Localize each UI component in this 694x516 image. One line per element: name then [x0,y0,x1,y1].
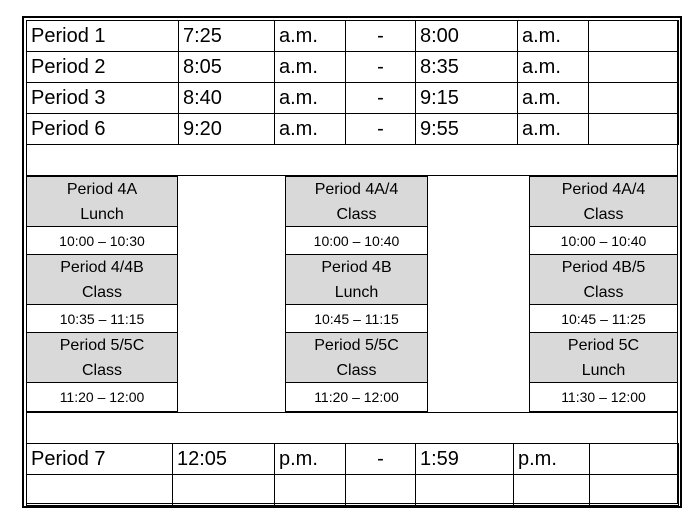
empty-cell [590,475,679,506]
period-label: Period 2 [27,52,179,83]
table-row [27,444,679,475]
block-type: Class [583,206,624,223]
start-ampm: a.m. [275,21,346,52]
start-time: 7:25 [179,21,275,52]
block-time: 10:45 – 11:15 [286,305,427,333]
block-title: Period 4A/4 [314,181,399,198]
block-time: 10:00 – 10:40 [286,227,427,255]
block-title: Period 5C [567,337,640,354]
schedule-block [530,333,677,383]
table-row [27,114,679,145]
lunch-column-b [285,176,428,412]
start-time: 8:05 [179,52,275,83]
period-label: Period 6 [27,114,179,145]
empty-cell [514,475,590,506]
block-type: Class [336,206,377,223]
start-time: 9:20 [179,114,275,145]
empty-cell [589,52,679,83]
schedule-block [286,333,427,383]
block-type: Lunch [334,284,379,301]
block-time: 11:20 – 12:00 [286,383,427,411]
table-row [27,21,679,52]
table-row [27,52,679,83]
afternoon-schedule-table [26,443,679,506]
block-type: Class [81,362,122,379]
start-ampm: a.m. [275,52,346,83]
blank-row [26,146,678,176]
end-ampm: a.m. [518,83,589,114]
schedule-block [27,177,177,227]
time-separator: - [346,114,416,145]
block-time: 10:00 – 10:30 [27,227,177,255]
start-time: 8:40 [179,83,275,114]
empty-cell [346,475,416,506]
block-type: Lunch [80,206,124,223]
block-time: 10:35 – 11:15 [27,305,177,333]
lunch-column-c [529,176,678,412]
schedule-block [27,333,177,383]
time-separator: - [346,52,416,83]
start-ampm: a.m. [275,83,346,114]
schedule-block [27,255,177,305]
end-time: 9:55 [416,114,518,145]
block-type: Class [583,284,624,301]
start-ampm: a.m. [275,114,346,145]
block-title: Period 4A [66,181,138,198]
schedule-block [530,255,677,305]
empty-cell [173,475,275,506]
empty-cell [589,83,679,114]
empty-cell [589,21,679,52]
morning-schedule-table [26,20,679,145]
end-ampm: a.m. [518,114,589,145]
block-title: Period 5/5C [314,337,399,354]
empty-cell [590,444,679,475]
empty-cell [589,114,679,145]
end-time: 8:35 [416,52,518,83]
block-title: Period 4B/5 [561,259,646,276]
table-row [27,83,679,114]
period-label: Period 1 [27,21,179,52]
schedule-block [530,177,677,227]
block-time: 11:30 – 12:00 [530,383,677,411]
period-label: Period 3 [27,83,179,114]
table-row [27,475,679,506]
end-time: 9:15 [416,83,518,114]
time-separator: - [346,444,416,475]
schedule-block [286,177,427,227]
block-type: Lunch [581,362,626,379]
period-label: Period 7 [27,444,173,475]
blank-row [26,412,678,444]
empty-cell [416,475,514,506]
end-time: 8:00 [416,21,518,52]
start-ampm: p.m. [275,444,346,475]
start-time: 12:05 [173,444,275,475]
block-time: 11:20 – 12:00 [27,383,177,411]
block-title: Period 5/5C [59,337,145,354]
end-time: 1:59 [416,444,514,475]
block-type: Class [336,362,377,379]
block-type: Class [81,284,122,301]
time-separator: - [346,83,416,114]
block-title: Period 4B [321,259,392,276]
end-ampm: a.m. [518,21,589,52]
schedule-block [286,255,427,305]
end-ampm: a.m. [518,52,589,83]
block-title: Period 4/4B [60,259,144,276]
time-separator: - [346,21,416,52]
empty-cell [27,475,173,506]
block-title: Period 4A/4 [561,181,646,198]
block-time: 10:45 – 11:25 [530,305,677,333]
empty-cell [275,475,346,506]
lunch-column-a [26,176,178,412]
block-time: 10:00 – 10:40 [530,227,677,255]
end-ampm: p.m. [514,444,590,475]
